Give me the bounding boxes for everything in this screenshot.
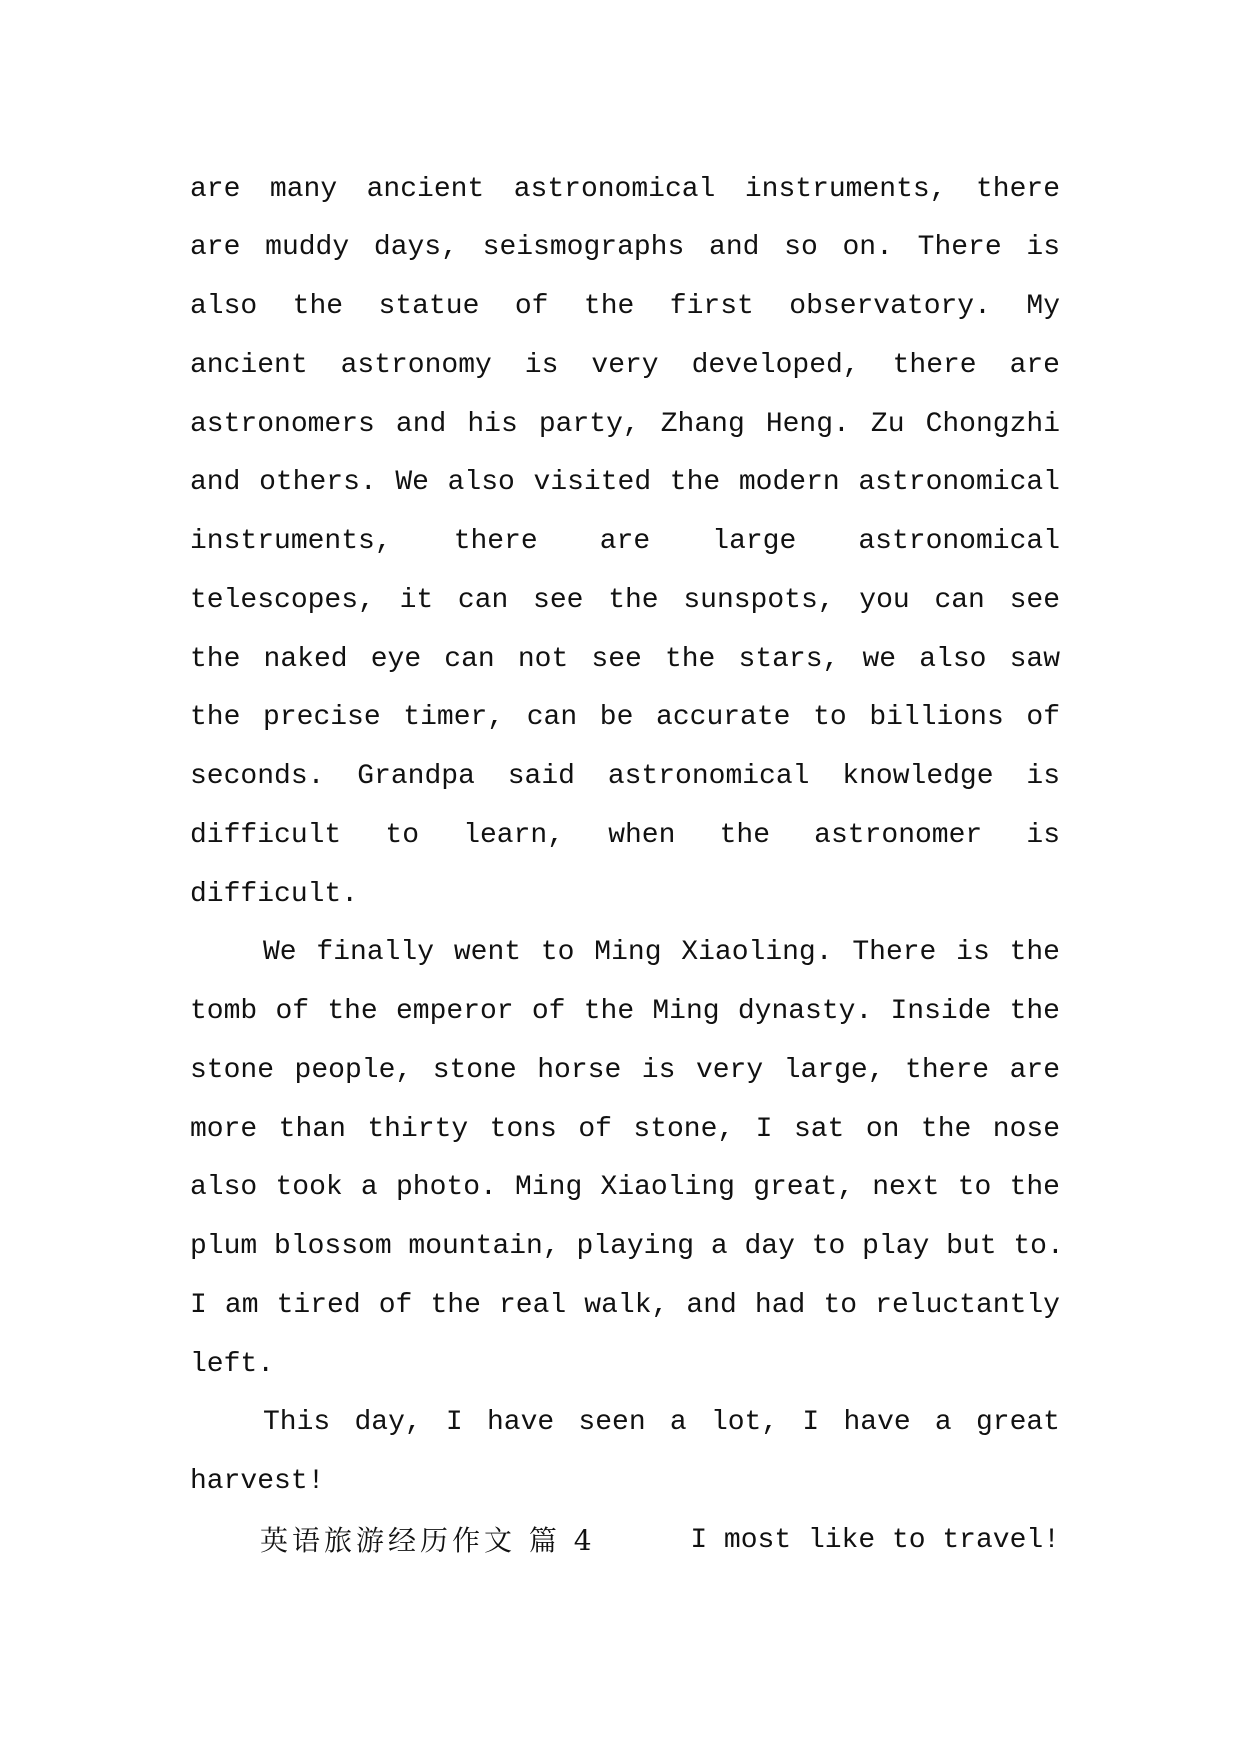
- heading-title: 英语旅游经历作文 篇 4: [260, 1523, 596, 1557]
- text-line: the precise timer, can be accurate to billions of: [190, 702, 1060, 734]
- text-line: the naked eye can not see the stars, we also saw: [190, 643, 1060, 675]
- text-line: This day, I have seen a lot, I have a great: [263, 1407, 1060, 1439]
- text-line: plum blossom mountain, playing a day to play but to.: [190, 1231, 1064, 1262]
- text-line: also took a photo. Ming Xiaoling great, next to the: [190, 1172, 1060, 1204]
- text-line: stone people, stone horse is very large, there are: [190, 1054, 1060, 1086]
- text-line: seconds. Grandpa said astronomical knowledge is: [190, 761, 1060, 792]
- text-line: harvest!: [190, 1466, 325, 1497]
- text-line: astronomers and his party, Zhang Heng. Zu Chongzhi: [190, 408, 1060, 440]
- text-line: ancient astronomy is very developed, there are: [190, 349, 1060, 381]
- text-line: and others. We also visited the modern astronomical: [190, 467, 1060, 499]
- text-line: are many ancient astronomical instruments, there: [190, 173, 1060, 205]
- text-line: telescopes, it can see the sunspots, you can see: [190, 584, 1060, 616]
- heading-subtitle: I most like to travel!: [690, 1524, 1060, 1556]
- text-line: more than thirty tons of stone, I sat on the nose: [190, 1113, 1060, 1145]
- text-line: tomb of the emperor of the Ming dynasty. Inside the: [190, 996, 1060, 1027]
- text-line: We finally went to Ming Xiaoling. There is the: [263, 937, 1060, 969]
- text-line: left.: [190, 1348, 275, 1380]
- text-line: instruments, there are large astronomical: [190, 526, 1060, 557]
- text-line: are muddy days, seismographs and so on. There is: [190, 232, 1060, 264]
- text-line: also the statue of the first observatory. My: [190, 291, 1060, 322]
- text-line: difficult to learn, when the astronomer is: [190, 819, 1060, 851]
- text-line: difficult.: [190, 878, 359, 910]
- section-heading: [260, 1521, 1060, 1561]
- text-line: I am tired of the real walk, and had to reluctantly: [190, 1289, 1060, 1321]
